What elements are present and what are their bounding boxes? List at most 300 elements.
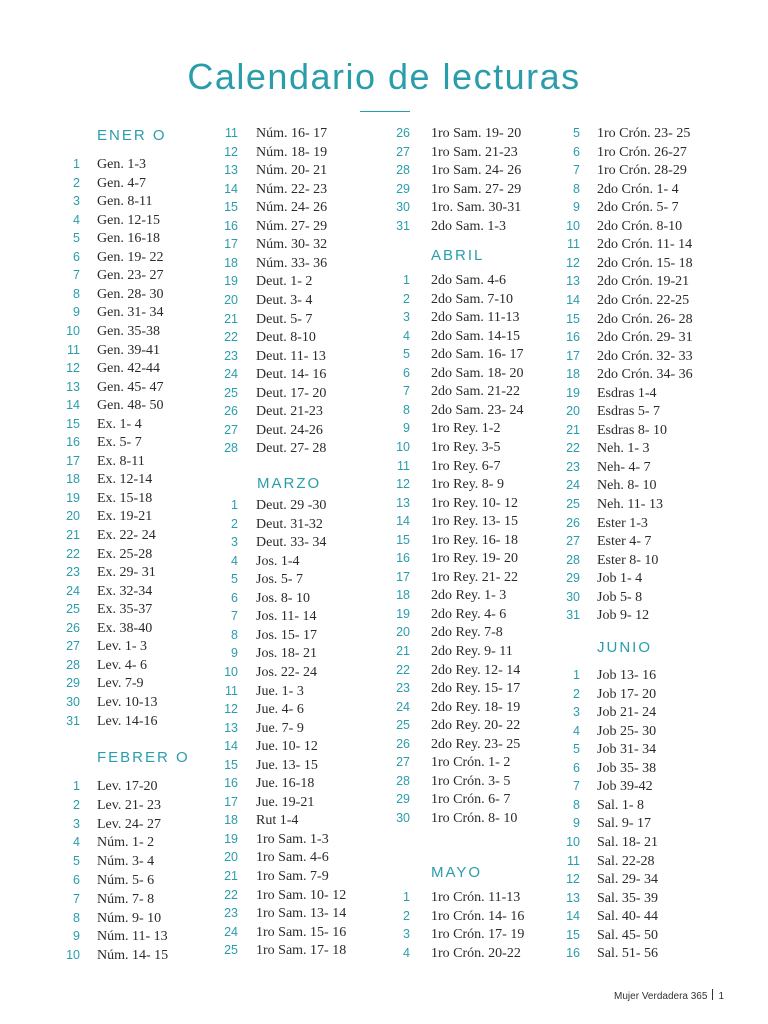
- reading-passage: 2do Sam. 4-6: [431, 273, 507, 288]
- reading-passage: Jos. 22- 24: [256, 665, 318, 680]
- day-number: 19: [66, 491, 80, 505]
- reading-passage: 2do Crón. 34- 36: [597, 367, 693, 382]
- reading-row: [0, 198, 768, 217]
- reading-passage: Gen. 16-18: [97, 231, 160, 246]
- reading-passage: Ester 1-3: [597, 516, 648, 531]
- day-number: 11: [567, 237, 580, 251]
- day-number: 13: [566, 274, 580, 288]
- day-number: 22: [396, 663, 410, 677]
- month-heading-abril: ABRIL: [431, 247, 485, 264]
- reading-row: [0, 235, 768, 254]
- reading-passage: Núm. 11- 13: [97, 929, 168, 944]
- day-number: 15: [396, 533, 410, 547]
- reading-passage: 2do Crón. 19-21: [597, 274, 690, 289]
- reading-passage: 1ro Rey. 6-7: [431, 459, 501, 474]
- reading-passage: 2do Crón. 11- 14: [597, 237, 693, 252]
- reading-passage: Sal. 45- 50: [597, 928, 659, 943]
- day-number: 20: [66, 509, 80, 523]
- reading-passage: Deut. 17- 20: [256, 386, 327, 401]
- day-number: 1: [403, 273, 410, 287]
- reading-passage: Lev. 10-13: [97, 695, 158, 710]
- reading-passage: 1ro Sam. 15- 16: [256, 925, 347, 940]
- reading-passage: 1ro Rey. 19- 20: [431, 551, 518, 566]
- reading-row: [0, 833, 768, 852]
- day-number: 6: [231, 591, 238, 605]
- day-number: 1: [231, 498, 238, 512]
- reading-passage: Deut. 1- 2: [256, 274, 313, 289]
- reading-row: [0, 944, 768, 963]
- day-number: 18: [224, 813, 238, 827]
- day-number: 24: [66, 584, 80, 598]
- reading-row: [0, 495, 768, 514]
- day-number: 5: [403, 347, 410, 361]
- reading-row: [0, 514, 768, 533]
- reading-row: [0, 666, 768, 685]
- reading-row: [0, 777, 768, 796]
- day-number: 15: [66, 417, 80, 431]
- day-number: 23: [224, 349, 238, 363]
- reading-passage: Neh. 1- 3: [597, 441, 650, 456]
- reading-passage: Ex. 38-40: [97, 621, 153, 636]
- reading-passage: 1ro Sam. 24- 26: [431, 163, 522, 178]
- reading-passage: Jue. 4- 6: [256, 702, 304, 717]
- day-number: 23: [66, 565, 80, 579]
- reading-row: [0, 180, 768, 199]
- reading-passage: 1ro Crón. 3- 5: [431, 774, 511, 789]
- reading-row: [0, 642, 768, 661]
- reading-row: [0, 217, 768, 236]
- day-number: 11: [567, 854, 580, 868]
- day-number: 7: [573, 163, 580, 177]
- reading-passage: Jos. 8- 10: [256, 591, 311, 606]
- day-number: 2: [231, 517, 238, 531]
- day-number: 10: [66, 324, 80, 338]
- day-number: 22: [224, 330, 238, 344]
- reading-passage: Ex. 5- 7: [97, 435, 142, 450]
- reading-passage: Gen. 45- 47: [97, 380, 164, 395]
- reading-passage: Job 1- 4: [597, 571, 643, 586]
- day-number: 1: [73, 157, 80, 171]
- reading-passage: Núm. 33- 36: [256, 256, 328, 271]
- reading-row: [0, 814, 768, 833]
- day-number: 23: [396, 681, 410, 695]
- day-number: 2: [73, 798, 80, 812]
- reading-passage: Jue. 19-21: [256, 795, 315, 810]
- reading-passage: Deut. 11- 13: [256, 349, 326, 364]
- reading-passage: Sal. 29- 34: [597, 872, 659, 887]
- day-number: 7: [403, 384, 410, 398]
- day-number: 27: [566, 534, 580, 548]
- day-number: 16: [66, 435, 80, 449]
- reading-row: [0, 143, 768, 162]
- reading-row: [0, 907, 768, 926]
- reading-passage: 1ro Rey. 8- 9: [431, 477, 504, 492]
- reading-row: [0, 254, 768, 273]
- day-number: 30: [566, 590, 580, 604]
- day-number: 7: [73, 268, 80, 282]
- day-number: 7: [231, 609, 238, 623]
- reading-passage: Gen. 12-15: [97, 213, 160, 228]
- reading-passage: Jue. 13- 15: [256, 758, 318, 773]
- reading-row: [0, 532, 768, 551]
- day-number: 18: [396, 588, 410, 602]
- day-number: 20: [224, 850, 238, 864]
- day-number: 9: [573, 816, 580, 830]
- reading-passage: 1ro Sam. 21-23: [431, 145, 518, 160]
- reading-passage: 2do Sam. 23- 24: [431, 403, 524, 418]
- day-number: 15: [224, 758, 238, 772]
- day-number: 3: [573, 705, 580, 719]
- reading-passage: Núm. 14- 15: [97, 948, 169, 963]
- reading-passage: Gen. 4-7: [97, 176, 146, 191]
- reading-passage: Núm. 9- 10: [97, 911, 162, 926]
- day-number: 2: [573, 687, 580, 701]
- day-number: 3: [403, 927, 410, 941]
- reading-passage: Jue. 10- 12: [256, 739, 318, 754]
- reading-passage: Sal. 22-28: [597, 854, 655, 869]
- reading-passage: 1ro Crón. 26-27: [597, 145, 687, 160]
- reading-passage: Jue. 1- 3: [256, 684, 304, 699]
- day-number: 2: [403, 909, 410, 923]
- reading-passage: 2do Crón. 1- 4: [597, 182, 679, 197]
- day-number: 18: [224, 256, 238, 270]
- day-number: 23: [566, 460, 580, 474]
- reading-passage: 1ro Crón. 14- 16: [431, 909, 525, 924]
- reading-passage: Ester 8- 10: [597, 553, 659, 568]
- day-number: 8: [403, 403, 410, 417]
- day-number: 8: [73, 287, 80, 301]
- footer-brand: Mujer Verdadera 365: [614, 991, 708, 1002]
- day-number: 20: [566, 404, 580, 418]
- reading-passage: Ex. 1- 4: [97, 417, 142, 432]
- day-number: 8: [231, 628, 238, 642]
- day-number: 14: [396, 514, 410, 528]
- day-number: 17: [224, 237, 238, 251]
- reading-row: [0, 588, 768, 607]
- month-heading-mayo: MAYO: [431, 864, 483, 881]
- reading-row: [0, 402, 768, 421]
- day-number: 18: [566, 367, 580, 381]
- reading-row: [0, 272, 768, 291]
- reading-passage: Deut. 24-26: [256, 423, 323, 438]
- day-number: 26: [396, 737, 410, 751]
- day-number: 24: [224, 367, 238, 381]
- day-number: 22: [66, 547, 80, 561]
- day-number: 4: [231, 554, 238, 568]
- day-number: 4: [403, 946, 410, 960]
- reading-passage: Job 25- 30: [597, 724, 657, 739]
- day-number: 25: [396, 718, 410, 732]
- reading-passage: Lev. 21- 23: [97, 798, 162, 813]
- day-number: 5: [73, 854, 80, 868]
- reading-passage: Deut. 29 -30: [256, 498, 327, 513]
- day-number: 8: [73, 911, 80, 925]
- reading-passage: 2do Crón. 15- 18: [597, 256, 693, 271]
- reading-passage: Neh. 11- 13: [597, 497, 663, 512]
- reading-passage: Gen. 48- 50: [97, 398, 164, 413]
- day-number: 4: [403, 329, 410, 343]
- reading-row: [0, 124, 768, 143]
- day-number: 12: [224, 145, 238, 159]
- reading-passage: 2do Sam. 14-15: [431, 329, 521, 344]
- reading-passage: 1ro Sam. 27- 29: [431, 182, 522, 197]
- reading-row: [0, 458, 768, 477]
- reading-passage: Deut. 8-10: [256, 330, 316, 345]
- reading-passage: Ex. 32-34: [97, 584, 153, 599]
- reading-passage: Gen. 1-3: [97, 157, 146, 172]
- reading-passage: Núm. 24- 26: [256, 200, 328, 215]
- day-number: 9: [403, 421, 410, 435]
- reading-passage: 1ro Rey. 16- 18: [431, 533, 518, 548]
- day-number: 31: [396, 219, 410, 233]
- reading-passage: 2do Rey. 12- 14: [431, 663, 521, 678]
- reading-passage: Sal. 35- 39: [597, 891, 659, 906]
- reading-passage: 2do Crón. 29- 31: [597, 330, 693, 345]
- day-number: 15: [224, 200, 238, 214]
- reading-row: [0, 347, 768, 366]
- day-number: 8: [573, 798, 580, 812]
- reading-passage: Deut. 27- 28: [256, 441, 327, 456]
- day-number: 16: [566, 946, 580, 960]
- reading-passage: 1ro Sam. 19- 20: [431, 126, 522, 141]
- day-number: 6: [573, 145, 580, 159]
- reading-passage: 1ro Crón. 11-13: [431, 890, 521, 905]
- day-number: 7: [73, 892, 80, 906]
- day-number: 2: [73, 176, 80, 190]
- day-number: 14: [566, 293, 580, 307]
- reading-passage: 2do Rey. 7-8: [431, 625, 503, 640]
- reading-passage: Gen. 39-41: [97, 343, 160, 358]
- day-number: 28: [566, 553, 580, 567]
- reading-passage: Núm. 3- 4: [97, 854, 155, 869]
- reading-passage: Jue. 16-18: [256, 776, 315, 791]
- day-number: 30: [396, 811, 410, 825]
- day-number: 14: [66, 398, 80, 412]
- day-number: 7: [573, 779, 580, 793]
- day-number: 10: [396, 440, 410, 454]
- day-number: 28: [396, 774, 410, 788]
- reading-passage: Gen. 35-38: [97, 324, 160, 339]
- reading-row: [0, 161, 768, 180]
- reading-passage: Gen. 31- 34: [97, 305, 164, 320]
- day-number: 8: [573, 182, 580, 196]
- reading-passage: 1ro Crón. 23- 25: [597, 126, 691, 141]
- day-number: 26: [396, 126, 410, 140]
- day-number: 16: [224, 776, 238, 790]
- reading-passage: 1ro Sam. 10- 12: [256, 888, 347, 903]
- reading-passage: Esdras 1-4: [597, 386, 657, 401]
- reading-passage: 2do Sam. 7-10: [431, 292, 514, 307]
- reading-row: [0, 551, 768, 570]
- reading-passage: Núm. 20- 21: [256, 163, 328, 178]
- day-number: 6: [73, 250, 80, 264]
- footer-page-number: 1: [718, 991, 724, 1002]
- day-number: 27: [396, 145, 410, 159]
- day-number: 11: [67, 343, 80, 357]
- day-number: 23: [224, 906, 238, 920]
- reading-passage: Gen. 8-11: [97, 194, 153, 209]
- day-number: 10: [566, 219, 580, 233]
- day-number: 1: [403, 890, 410, 904]
- reading-row: [0, 365, 768, 384]
- day-number: 17: [66, 454, 80, 468]
- day-number: 19: [224, 274, 238, 288]
- day-number: 6: [73, 873, 80, 887]
- day-number: 6: [403, 366, 410, 380]
- reading-row: [0, 870, 768, 889]
- reading-passage: Ex. 29- 31: [97, 565, 156, 580]
- reading-passage: Gen. 28- 30: [97, 287, 164, 302]
- day-number: 10: [66, 948, 80, 962]
- reading-passage: Jos. 5- 7: [256, 572, 304, 587]
- reading-passage: Sal. 1- 8: [597, 798, 645, 813]
- reading-passage: 2do Rey. 18- 19: [431, 700, 521, 715]
- day-number: 30: [66, 695, 80, 709]
- day-number: 24: [566, 478, 580, 492]
- day-number: 16: [566, 330, 580, 344]
- reading-passage: Ex. 8-11: [97, 454, 145, 469]
- reading-passage: Núm. 7- 8: [97, 892, 155, 907]
- day-number: 4: [73, 213, 80, 227]
- day-number: 13: [224, 163, 238, 177]
- day-number: 5: [573, 742, 580, 756]
- day-number: 1: [573, 668, 580, 682]
- reading-passage: 1ro. Sam. 30-31: [431, 200, 522, 215]
- day-number: 26: [224, 404, 238, 418]
- reading-passage: Jos. 15- 17: [256, 628, 318, 643]
- day-number: 5: [73, 231, 80, 245]
- reading-row: [0, 703, 768, 722]
- reading-passage: Job 17- 20: [597, 687, 657, 702]
- reading-passage: Jos. 18- 21: [256, 646, 318, 661]
- day-number: 9: [73, 305, 80, 319]
- reading-passage: 1ro Crón. 6- 7: [431, 792, 511, 807]
- day-number: 19: [224, 832, 238, 846]
- reading-row: [0, 623, 768, 642]
- day-number: 24: [224, 925, 238, 939]
- reading-row: [0, 685, 768, 704]
- day-number: 21: [566, 423, 580, 437]
- reading-passage: Ex. 12-14: [97, 472, 153, 487]
- reading-passage: Job 5- 8: [597, 590, 643, 605]
- month-heading-enero: ENER O: [97, 127, 167, 144]
- reading-passage: Gen. 19- 22: [97, 250, 164, 265]
- reading-passage: 1ro Crón. 8- 10: [431, 811, 518, 826]
- reading-row: [0, 740, 768, 759]
- reading-passage: 1ro Rey. 3-5: [431, 440, 501, 455]
- reading-row: [0, 291, 768, 310]
- day-number: 17: [566, 349, 580, 363]
- day-number: 5: [573, 126, 580, 140]
- reading-passage: 2do Rey. 9- 11: [431, 644, 513, 659]
- reading-passage: Lev. 1- 3: [97, 639, 148, 654]
- reading-passage: Deut. 14- 16: [256, 367, 327, 382]
- reading-passage: 2do Crón. 22-25: [597, 293, 690, 308]
- page-footer: [614, 989, 724, 1003]
- day-number: 26: [566, 516, 580, 530]
- reading-passage: Job 21- 24: [597, 705, 657, 720]
- month-heading-junio: JUNIO: [597, 639, 652, 656]
- reading-passage: Deut. 21-23: [256, 404, 323, 419]
- reading-passage: Deut. 3- 4: [256, 293, 313, 308]
- reading-passage: 1ro Crón. 20-22: [431, 946, 521, 961]
- month-heading-marzo: MARZO: [257, 475, 322, 492]
- reading-passage: Jos. 11- 14: [256, 609, 317, 624]
- day-number: 4: [73, 835, 80, 849]
- day-number: 12: [566, 872, 580, 886]
- reading-passage: Job 31- 34: [597, 742, 657, 757]
- day-number: 9: [231, 646, 238, 660]
- reading-passage: Deut. 33- 34: [256, 535, 327, 550]
- day-number: 25: [224, 943, 238, 957]
- reading-passage: Ester 4- 7: [597, 534, 652, 549]
- day-number: 12: [566, 256, 580, 270]
- day-number: 28: [224, 441, 238, 455]
- reading-row: [0, 852, 768, 871]
- reading-passage: 2do Rey. 20- 22: [431, 718, 521, 733]
- reading-row: [0, 796, 768, 815]
- reading-passage: 1ro Rey. 13- 15: [431, 514, 518, 529]
- reading-passage: Núm. 16- 17: [256, 126, 328, 141]
- day-number: 5: [231, 572, 238, 586]
- day-number: 28: [66, 658, 80, 672]
- page-title: Calendario de lecturas: [187, 56, 581, 97]
- reading-passage: Ex. 15-18: [97, 491, 153, 506]
- reading-passage: 2do Rey. 1- 3: [431, 588, 507, 603]
- day-number: 22: [566, 441, 580, 455]
- reading-passage: 2do Crón. 5- 7: [597, 200, 679, 215]
- reading-passage: Núm. 5- 6: [97, 873, 155, 888]
- reading-row: [0, 310, 768, 329]
- day-number: 24: [396, 700, 410, 714]
- reading-passage: Sal. 18- 21: [597, 835, 659, 850]
- day-number: 15: [566, 312, 580, 326]
- reading-passage: Núm. 1- 2: [97, 835, 155, 850]
- day-number: 6: [573, 761, 580, 775]
- reading-passage: 2do Rey. 23- 25: [431, 737, 521, 752]
- reading-passage: Job 9- 12: [597, 608, 650, 623]
- reading-passage: Gen. 23- 27: [97, 268, 164, 283]
- reading-passage: Lev. 4- 6: [97, 658, 148, 673]
- reading-passage: Jos. 1-4: [256, 554, 300, 569]
- reading-row: [0, 722, 768, 741]
- day-number: 13: [566, 891, 580, 905]
- reading-passage: 1ro Sam. 7-9: [256, 869, 329, 884]
- day-number: 12: [66, 361, 80, 375]
- day-number: 13: [396, 496, 410, 510]
- footer-separator: [712, 989, 713, 1000]
- reading-passage: Núm. 30- 32: [256, 237, 328, 252]
- reading-row: [0, 759, 768, 778]
- reading-row: [0, 606, 768, 625]
- day-number: 15: [566, 928, 580, 942]
- day-number: 27: [66, 639, 80, 653]
- reading-passage: Núm. 22- 23: [256, 182, 328, 197]
- reading-passage: Esdras 8- 10: [597, 423, 667, 438]
- day-number: 2: [403, 292, 410, 306]
- reading-passage: 2do Crón. 8-10: [597, 219, 683, 234]
- reading-passage: Jue. 7- 9: [256, 721, 304, 736]
- reading-passage: Job 35- 38: [597, 761, 657, 776]
- day-number: 29: [396, 792, 410, 806]
- day-number: 13: [66, 380, 80, 394]
- reading-passage: 1ro Crón. 17- 19: [431, 927, 525, 942]
- day-number: 21: [224, 312, 238, 326]
- day-number: 19: [396, 607, 410, 621]
- reading-passage: 2do Sam. 16- 17: [431, 347, 524, 362]
- day-number: 30: [396, 200, 410, 214]
- day-number: 11: [397, 459, 410, 473]
